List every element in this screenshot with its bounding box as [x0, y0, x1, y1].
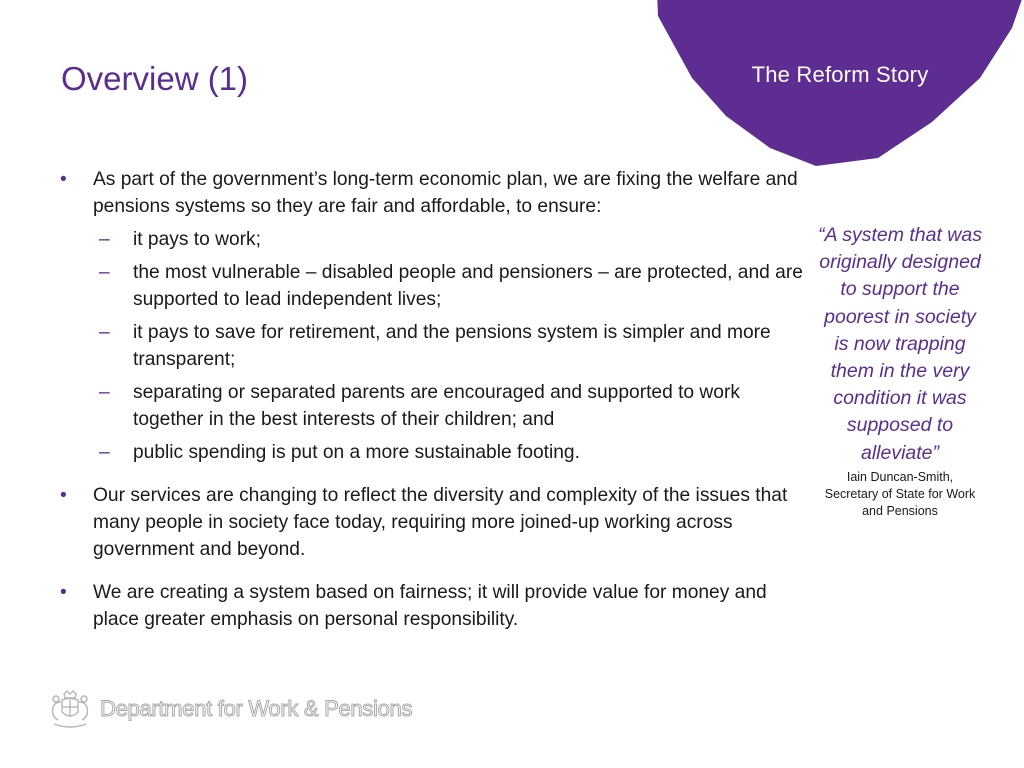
- sub-bullet-item: [93, 226, 805, 253]
- sub-bullet-marker: –: [99, 322, 110, 343]
- bullet-marker: •: [60, 485, 67, 506]
- royal-crest-icon: [48, 690, 92, 730]
- sub-bullet-list: [93, 226, 805, 466]
- sub-bullet-marker: –: [99, 442, 110, 463]
- quote-attribution-name: Iain Duncan-Smith,: [846, 469, 954, 484]
- bullet-list: [60, 166, 805, 649]
- bullet-marker: •: [60, 582, 67, 603]
- quote-attribution-role: Secretary of State for Work and Pensions: [824, 486, 976, 518]
- page-title: Overview (1): [61, 60, 249, 97]
- pull-quote: [815, 222, 985, 520]
- sub-bullet-item: [93, 319, 805, 373]
- dwp-logo: [48, 690, 468, 730]
- sub-bullet-item: [93, 379, 805, 433]
- bullet-text: We are creating a system based on fairness; it will provide value for money and place greater emphasis on personal responsibility.: [93, 582, 767, 630]
- bullet-text: Our services are changing to reflect the diversity and complexity of the issues that many people in society face today, requiring more joined-up working across government and beyond.: [93, 485, 788, 560]
- sub-bullet-text: public spending is put on a more sustainable footing.: [133, 442, 580, 463]
- bullet-item: [60, 579, 805, 633]
- sub-bullet-text: the most vulnerable – disabled people and pensioners – are protected, and are supported to lead independent lives;: [133, 262, 803, 310]
- bullet-marker: •: [60, 169, 67, 190]
- logo-text: Department for Work & Pensions: [100, 696, 413, 721]
- quote-attribution: [815, 469, 985, 520]
- sub-bullet-item: [93, 259, 805, 313]
- bullet-item: [60, 166, 805, 466]
- sub-bullet-text: it pays to work;: [133, 229, 261, 250]
- section-label: The Reform Story: [751, 62, 929, 87]
- sub-bullet-text: separating or separated parents are encouraged and supported to work together in the best interests of their children; and: [133, 382, 740, 430]
- quote-text: “A system that was originally designed to support the poorest in society is now trapping them in the very condition it was supposed to alleviate”: [818, 224, 982, 464]
- sub-bullet-item: [93, 439, 805, 466]
- sub-bullet-marker: –: [99, 382, 110, 403]
- bullet-item: [60, 482, 805, 563]
- bullet-text: As part of the government’s long-term economic plan, we are fixing the welfare and pensions systems so they are fair and affordable, to ensure:: [93, 169, 798, 217]
- sub-bullet-marker: –: [99, 229, 110, 250]
- gear-shape: [640, 0, 1024, 180]
- sub-bullet-marker: –: [99, 262, 110, 283]
- sub-bullet-text: it pays to save for retirement, and the pensions system is simpler and more transparent;: [133, 322, 771, 370]
